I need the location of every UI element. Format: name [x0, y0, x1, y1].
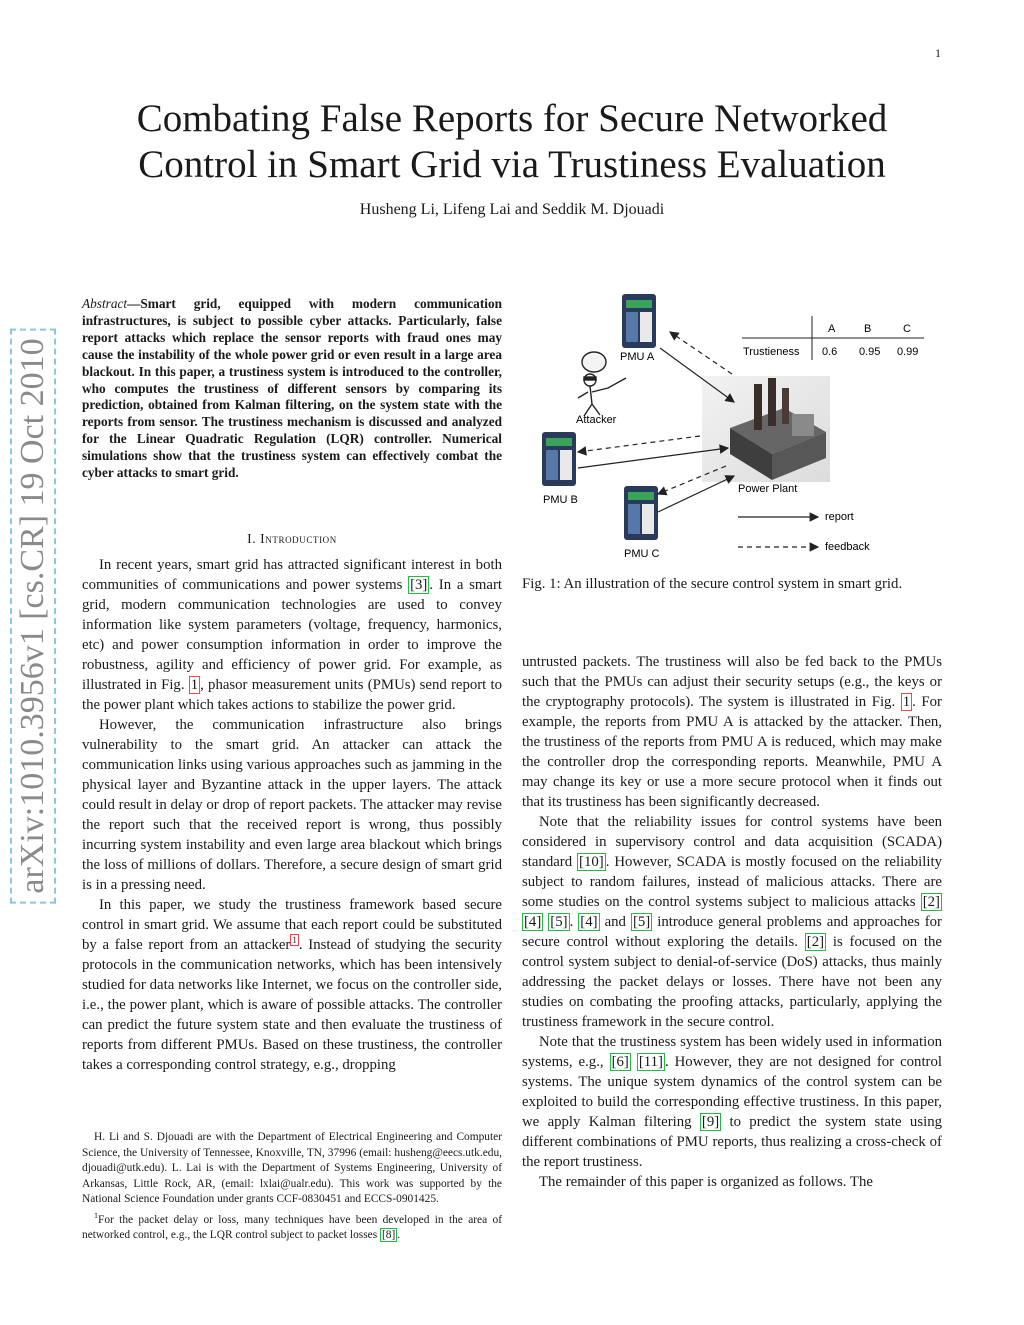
table-header-b: B: [864, 323, 872, 335]
report-arrow-pmu-a: [660, 348, 734, 402]
citation-link[interactable]: [11]: [638, 1054, 663, 1070]
paragraph: Note that the reliability issues for control systems have been considered in supervisory control and data acquisition (SCADA) standard [10] . However, SCADA is mostly focused on the reliability subject to random failures, instead of malicious attacks. There are some studies on the control systems subject to malicious attacks [2] [4] [5] . [4] and [5] introduce general problems and approaches for secure control without exploring the details. [2] is focused on the control system subject to denial-of-service (DoS) attacks, thus mainly addressing the packet delays or losses. There have not been any studies on combating the proofing attacks, particularly, applying the trustiness framework in the secure control.: [522, 814, 942, 1030]
paragraph: untrusted packets. The trustiness will also be fed back to the PMUs such that the PMUs can adjust their security setups (e.g., the keys or the cryptography protocols). The system is illustrated in Fig. 1 . For example, the reports from PMU A is attacked by the attacker. Then, the trustiness of the reports from PMU A is reduced, which may make the controller drop the corresponding reports. Meanwhile, PMU A may change its key or use a more secure protocol when it finds out that its trustiness has been significantly decreased.: [522, 654, 942, 810]
section-heading: [82, 531, 502, 547]
paragraph: In recent years, smart grid has attracted significant interest in both communities of communications and power systems [3] . In a smart grid, modern communication technologies are used to convey information like system parameters (voltage, frequency, harmonics, etc) and power consumption information in order to improve the robustness, agility and efficiency of power grid. For example, as illustrated in Fig. 1 , phasor measurement units (PMUs) send report to the power plant which takes actions to stabilize the power grid.: [82, 557, 503, 713]
label-power-plant: Power Plant: [738, 483, 798, 495]
authors: Husheng Li, Lifeng Lai and Seddik M. Djouadi: [359, 201, 665, 218]
table-header-c: C: [903, 323, 911, 335]
table-value-a: 0.6: [822, 346, 838, 358]
footnote-1: $^1$For the packet delay or loss, many techniques have been developed in the area of networked control, e.g., the LQR control subject to packet losses [8] .: [82, 1210, 502, 1241]
citation-link[interactable]: [4]: [580, 914, 598, 930]
figure-link[interactable]: 1: [190, 677, 199, 693]
footnotes: [82, 1130, 502, 1243]
citation-link[interactable]: [10]: [579, 854, 604, 870]
pmu-c-device: [624, 486, 658, 540]
paragraph: The remainder of this paper is organized as follows. The: [539, 1174, 873, 1190]
figure-caption: Fig. 1: An illustration of the secure control system in smart grid.: [522, 576, 903, 592]
section-number: I.: [247, 531, 257, 546]
label-pmu-a: PMU A: [620, 351, 655, 363]
affiliation-footnote: H. Li and S. Djouadi are with the Department of Electrical Engineering and Computer Science, the University of Tennessee, Knoxville, TN, 37996 (email: husheng@eecs.utk.edu, djouadi@utk.edu). L. Lai is with the Department of Systems Engineering, University of Arkansas, Little Rock, AR, (email: lxlai@ualr.edu). This work was supported by the National Science Foundation under grants CCF-0830451 and ECCS-0901425.: [82, 1131, 502, 1205]
label-pmu-c: PMU C: [624, 548, 660, 560]
citation-link[interactable]: [2]: [806, 934, 825, 950]
pmu-b-device: [542, 432, 576, 486]
citation-link[interactable]: [2]: [922, 894, 940, 910]
citation-link[interactable]: [8]: [381, 1228, 396, 1241]
abstract-label: Abstract: [82, 296, 128, 311]
figure-1: [522, 288, 942, 570]
label-report: report: [825, 511, 854, 523]
figure-link[interactable]: 1: [902, 694, 911, 710]
title-line-2: Control in Smart Grid via Trustiness Evaluation: [138, 143, 886, 186]
page-number: 1: [935, 46, 941, 60]
arxiv-stamp[interactable]: arXiv:1010.3956v1 [cs.CR] 19 Oct 2010: [8, 330, 58, 902]
title-line-1: Combating False Reports for Secure Networked: [136, 97, 888, 140]
paper-title: [80, 96, 944, 188]
power-plant-image: [702, 376, 830, 482]
attacker-figure: [578, 352, 626, 416]
paragraph: Note that the trustiness system has been widely used in information systems, e.g., [6] [11] . However, they are not designed for control systems. The unique system dynamics of the control system can be exploited to build the corresponding effective trustiness. In this paper, we apply Kalman filtering [9] to predict the system state using different combinations of PMU reports, thus realizing a cross-check of the report trustiness.: [522, 1034, 942, 1170]
trustiness-table: [742, 316, 924, 360]
label-feedback: feedback: [825, 541, 870, 553]
column-right: [522, 652, 942, 1192]
citation-link[interactable]: [9]: [701, 1114, 720, 1130]
label-attacker: Attacker: [576, 414, 617, 426]
table-header-a: A: [828, 323, 836, 335]
pmu-a-device: [622, 294, 656, 348]
column-left: [82, 555, 502, 1075]
footnote-link[interactable]: 1: [292, 935, 297, 945]
abstract-text: Smart grid, equipped with modern communication infrastructures, is subject to possible cyber attacks. Particularly, false report attacks which replace the sensor reports with fraud ones may cause the instability of the whole power grid or even result in a large area blackout. In this paper, a trustiness system is introduced to the controller, who computes the trustiness of different sensors by comparing its prediction, obtained from Kalman filtering, on the system state with the reports from sensor. The trustiness mechanism is discussed and analyzed for the Linear Quadratic Regulation (LQR) controller. Numerical simulations show that the trustiness system can effectively combat the cyber attacks to smart grid.: [82, 296, 502, 481]
abstract: [82, 296, 502, 482]
feedback-arrow-pmu-b: [578, 436, 700, 452]
abstract-dash: —: [127, 296, 141, 311]
report-arrow-pmu-c: [658, 476, 734, 512]
table-value-c: 0.99: [897, 346, 919, 358]
citation-link[interactable]: [4]: [524, 914, 542, 930]
paragraph: In this paper, we study the trustiness framework based secure control in smart grid. We assume that each report could be substituted by a false report from an attacker $^1$ . Instead of studying the security protocols in the communication networks, which has been intensively studied for data networks like Internet, we focus on the controller side, i.e., the power plant, which is aware of possible attacks. The controller can predict the future system state and then evaluate the trustiness of reports from different PMUs. Based on these trustiness, the controller takes a corresponding control strategy, e.g., dropping: [82, 897, 503, 1073]
section-title: Introduction: [260, 531, 337, 546]
feedback-arrow-pmu-a: [670, 332, 732, 374]
citation-link[interactable]: [5]: [550, 914, 568, 930]
citation-link[interactable]: [6]: [611, 1054, 629, 1070]
label-pmu-b: PMU B: [543, 494, 578, 506]
citation-link[interactable]: [5]: [632, 914, 651, 930]
citation-link[interactable]: [3]: [410, 577, 428, 593]
table-row-label: Trustieness: [743, 346, 800, 358]
paragraph: However, the communication infrastructure also brings vulnerability to the smart grid. An attacker can attack the communication links using various approaches such as jamming in the physical layer and Byzantine attack in the upper layers. The attack could result in delay or drop of report packets. The attacker may revise the report such that the received report is wrong, thus possibly incurring system instability and even large area blackout which brings the loss of millions of dollars. Therefore, a secure design of smart grid is in a pressing need.: [82, 717, 502, 893]
table-value-b: 0.95: [859, 346, 881, 358]
